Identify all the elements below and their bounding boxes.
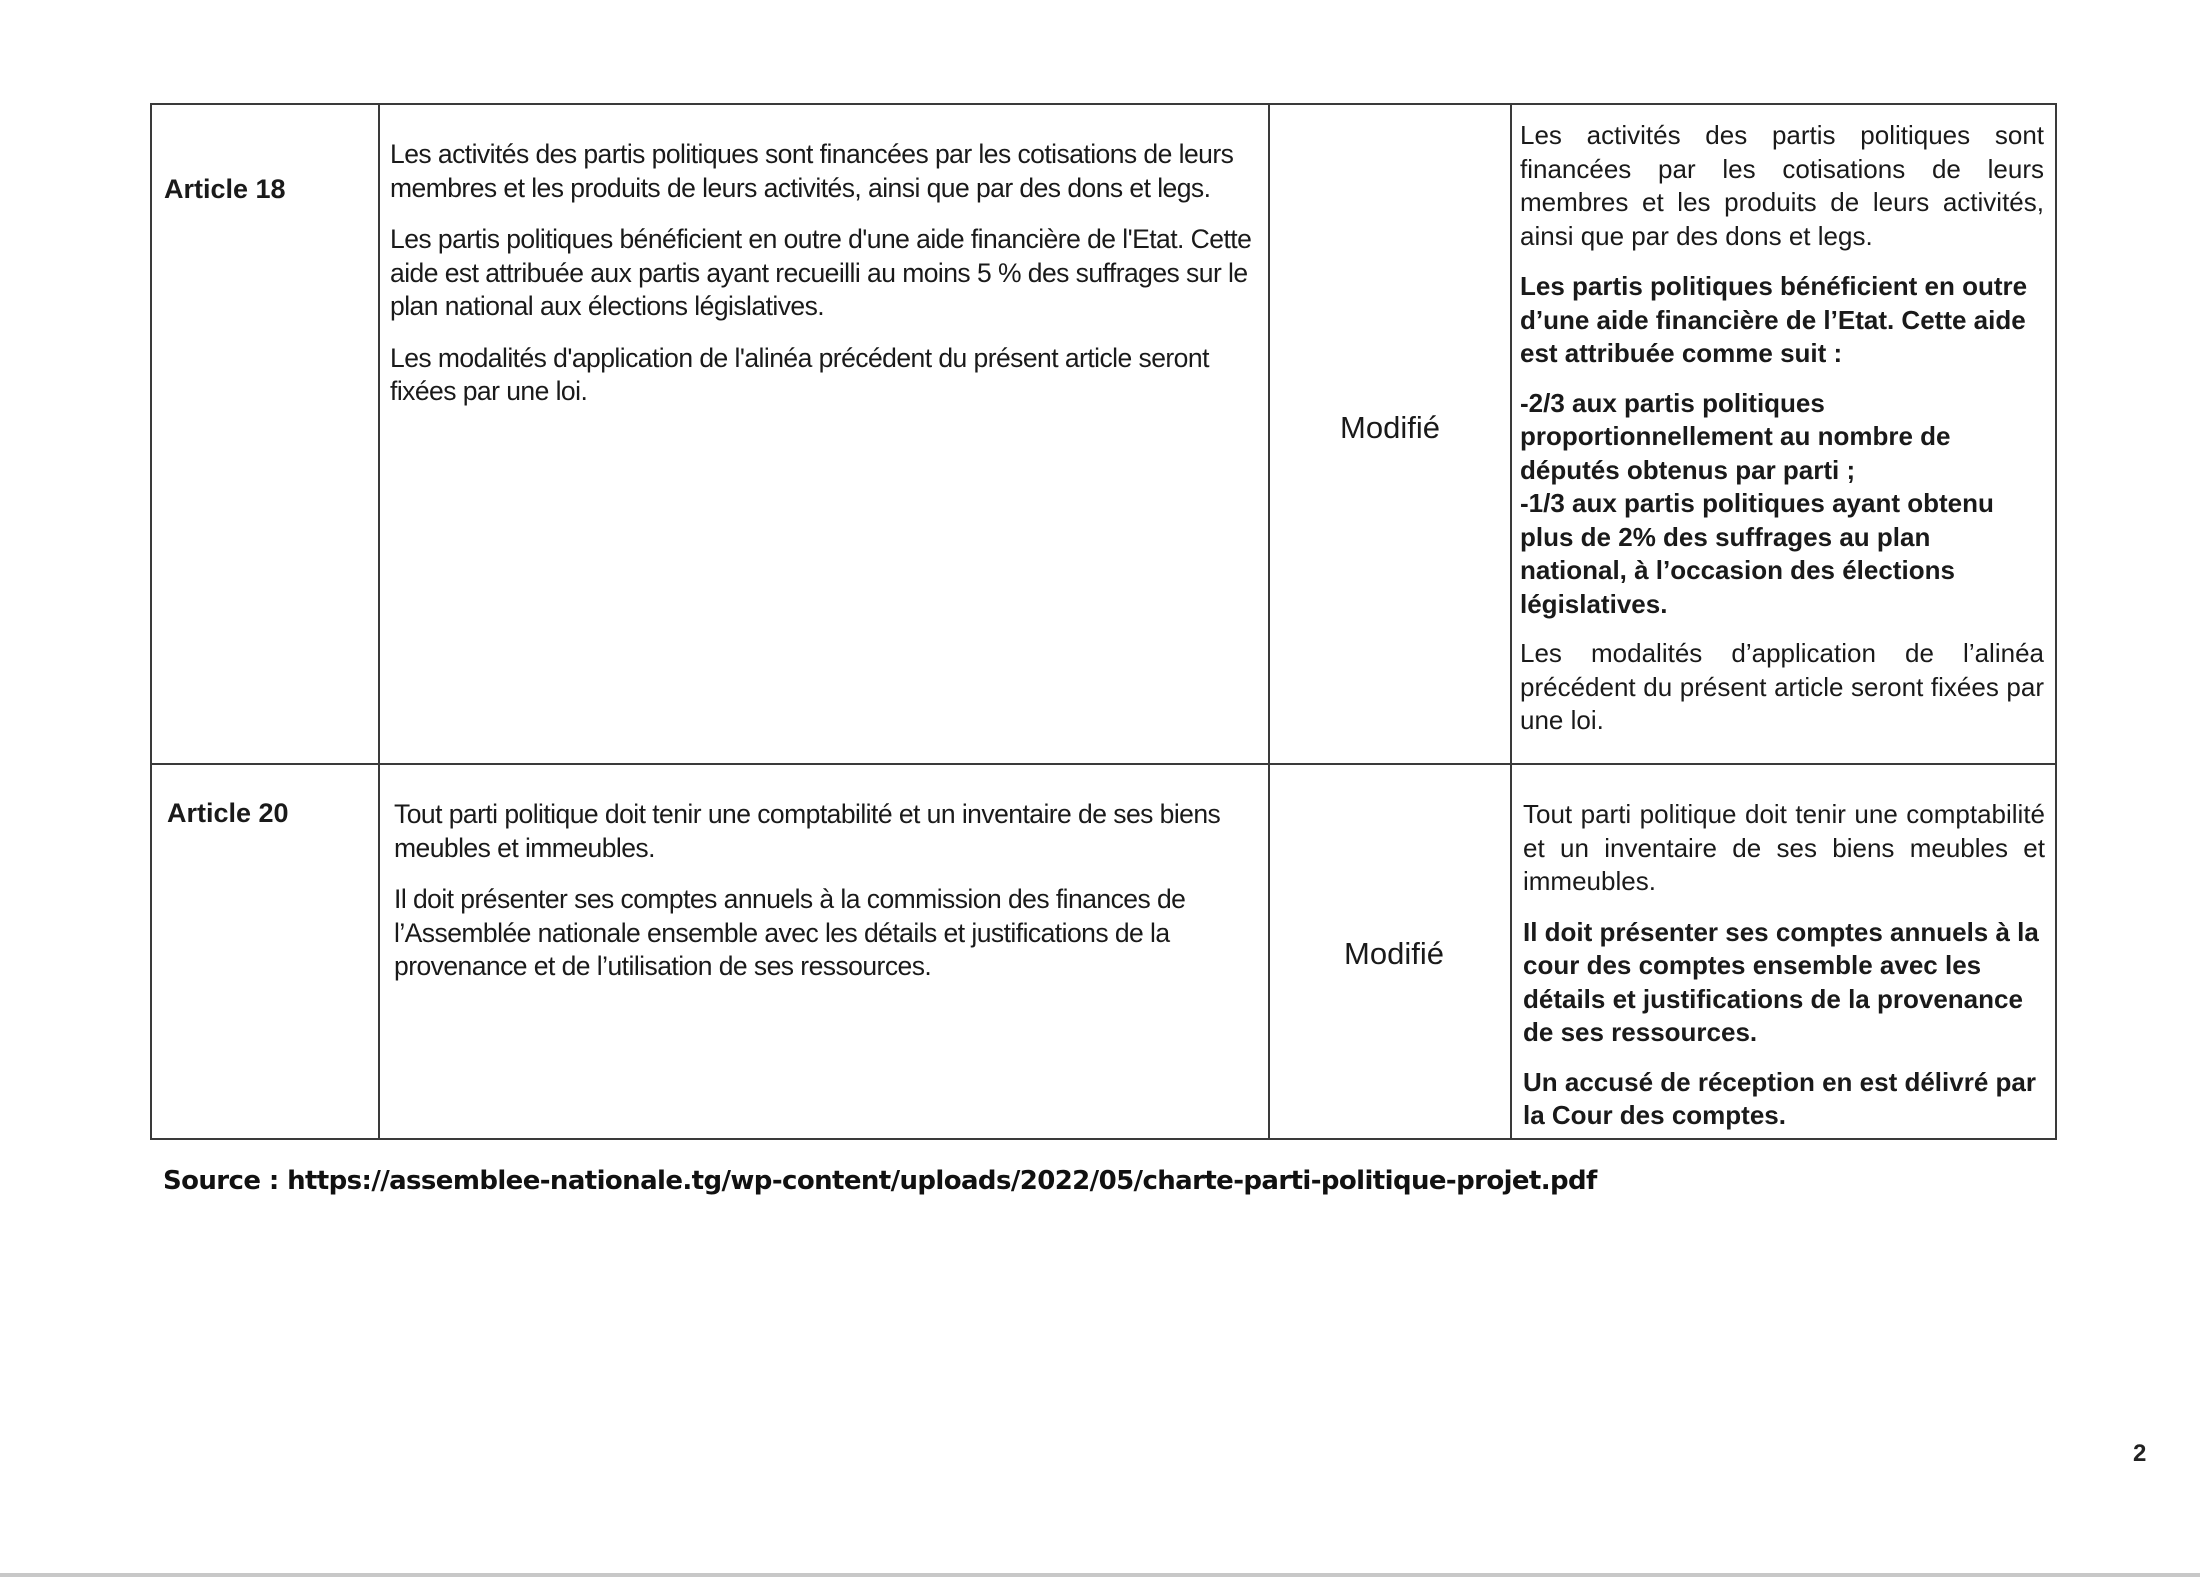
original-paragraph: Il doit présenter ses comptes annuels à la commission des finances de l’Assemblée nationale ensemble avec les détails et justifications de la provenance et de l’utilisation de ses ressources. <box>394 884 1186 981</box>
original-paragraph: Les activités des partis politiques sont financées par les cotisations de leurs membres et les produits de leurs activités, ainsi que par des dons et legs. <box>390 139 1234 203</box>
original-paragraph: Les modalités d'application de l'alinéa précédent du présent article seront fixées par une loi. <box>390 342 1209 406</box>
revised-paragraph-bold: Un accusé de réception en est délivré par la Cour des comptes. <box>1523 1066 2036 1130</box>
page-bottom-edge <box>0 1573 2200 1577</box>
revised-text-cell <box>1520 119 2044 756</box>
row-divider <box>150 763 2057 765</box>
revised-paragraph-bold: -1/3 aux partis politiques ayant obtenu plus de 2% des suffrages au plan national, à l’occasion des élections législatives. <box>1520 488 1994 619</box>
table-border-bottom <box>150 1138 2057 1140</box>
original-text-cell <box>390 138 1256 427</box>
revised-paragraph-bold: Les partis politiques bénéficient en outre d’une aide financière de l’Etat. Cette aide est attribuée comme suit : <box>1520 271 2028 368</box>
table-border-right <box>2055 103 2057 1140</box>
revised-paragraph: Les modalités d’application de l’alinéa précédent du présent article seront fixées par une loi. <box>1520 638 2044 735</box>
status-badge: Modifié <box>1344 936 1444 971</box>
original-text-cell <box>394 798 1260 1002</box>
column-divider-1 <box>378 103 380 1140</box>
original-paragraph: Les partis politiques bénéficient en outre d'une aide financière de l'Etat. Cette aide est attribuée aux partis ayant recueilli au moins 5 % des suffrages sur le plan national aux élections législatives. <box>390 224 1252 321</box>
revised-paragraph: Tout parti politique doit tenir une comptabilité et un inventaire de ses biens meubles et immeubles. <box>1523 799 2045 896</box>
table-border-top <box>150 103 2057 105</box>
revised-paragraph: Les activités des partis politiques sont financées par les cotisations de leurs membres et les produits de leurs activités, ainsi que par des dons et legs. <box>1520 120 2044 251</box>
original-paragraph: Tout parti politique doit tenir une comptabilité et un inventaire de ses biens meubles et immeubles. <box>394 799 1221 863</box>
status-badge: Modifié <box>1340 410 1440 445</box>
revised-text-cell <box>1523 798 2045 1133</box>
revised-paragraph-bold: Il doit présenter ses comptes annuels à la cour des comptes ensemble avec les détails et justifications de la provenance de ses ressources. <box>1523 916 2039 1047</box>
article-label: Article 20 <box>167 798 289 828</box>
table-border-left <box>150 103 152 1140</box>
column-divider-2 <box>1268 103 1270 1140</box>
source-citation: Source : https://assemblee-nationale.tg/wp-content/uploads/2022/05/charte-parti-politique-projet.pdf <box>163 1166 1597 1196</box>
revised-paragraph-bold: -2/3 aux partis politiques proportionnellement au nombre de députés obtenus par parti ; <box>1520 387 1951 485</box>
column-divider-3 <box>1510 103 1512 1140</box>
comparison-table <box>150 103 2057 1140</box>
article-label: Article 18 <box>164 174 286 204</box>
page-number: 2 <box>2133 1440 2147 1467</box>
